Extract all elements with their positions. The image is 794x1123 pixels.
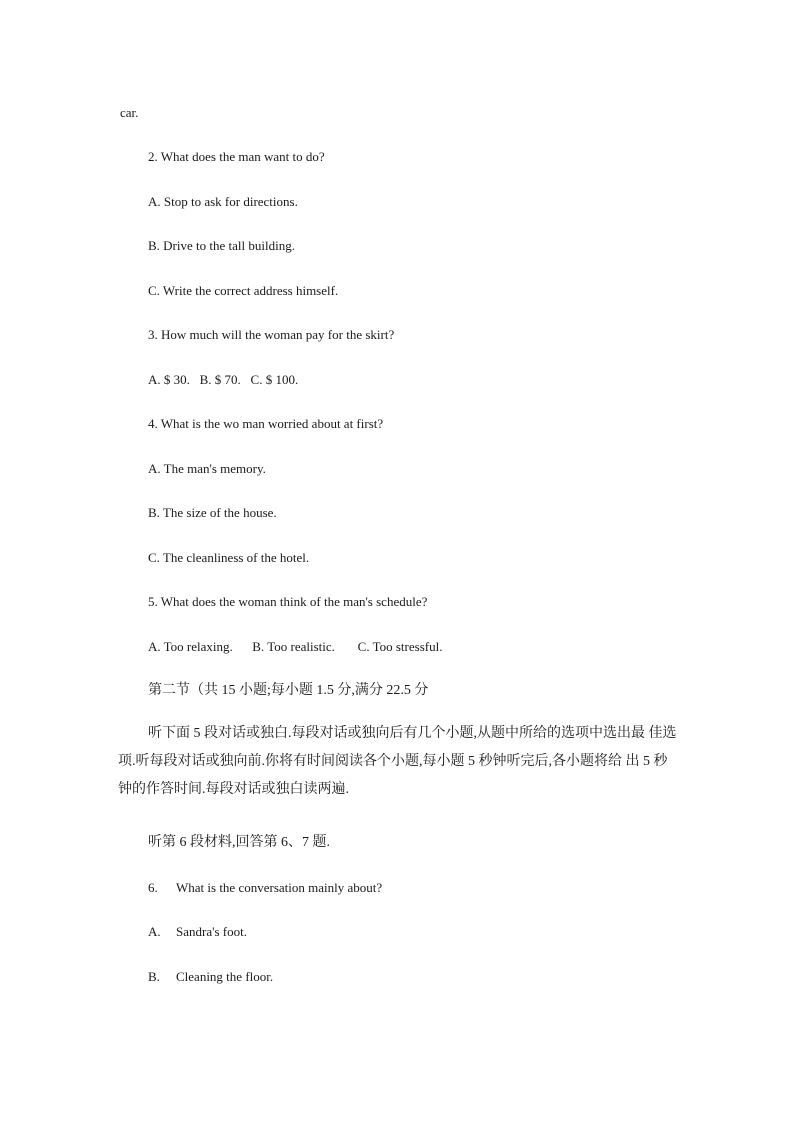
option-line: A. Too relaxing. B. Too realistic. C. Too stressful. <box>148 639 443 654</box>
option-line: C. Write the correct address himself. <box>148 283 339 298</box>
option-line: A. Stop to ask for directions. <box>148 194 298 209</box>
option-label: B. <box>148 969 160 984</box>
option-label: A. <box>148 924 161 939</box>
question-number: 6. <box>148 880 158 895</box>
option-line: B. Drive to the tall building. <box>148 238 295 253</box>
section-intro: 听第 6 段材料,回答第 6、7 题. <box>148 835 330 850</box>
option-line <box>148 969 273 985</box>
question-text: What is the conversation mainly about? <box>176 880 383 895</box>
section-heading: 第二节（共 15 小题;每小题 1.5 分,满分 22.5 分 <box>148 683 429 698</box>
option-line <box>148 924 247 940</box>
question-2: 2. What does the man want to do? <box>148 149 325 164</box>
question-3: 3. How much will the woman pay for the skirt? <box>148 327 395 342</box>
question-6 <box>148 880 382 896</box>
question-5: 5. What does the woman think of the man's schedule? <box>148 594 428 609</box>
option-line: C. The cleanliness of the hotel. <box>148 550 310 565</box>
option-line: A. The man's memory. <box>148 461 266 476</box>
text-line: car. <box>120 105 139 120</box>
option-line: A. $ 30. B. $ 70. C. $ 100. <box>148 372 299 387</box>
option-line: B. The size of the house. <box>148 505 277 520</box>
question-4: 4. What is the wo man worried about at first? <box>148 416 384 431</box>
instruction-paragraph <box>118 720 678 804</box>
option-text: Cleaning the floor. <box>176 969 274 984</box>
option-text: Sandra's foot. <box>176 924 247 939</box>
instruction-text: 听下面 5 段对话或独白.每段对话或独向后有几个小题,从题中所给的选项中选出最 佳选项.听每段对话或独向前.你将有时间阅读各个小题,每小题 5 秒钟听完后,各小题将给 出 5 秒钟的作答时间.每段对话或独白读两遍. <box>118 726 677 797</box>
